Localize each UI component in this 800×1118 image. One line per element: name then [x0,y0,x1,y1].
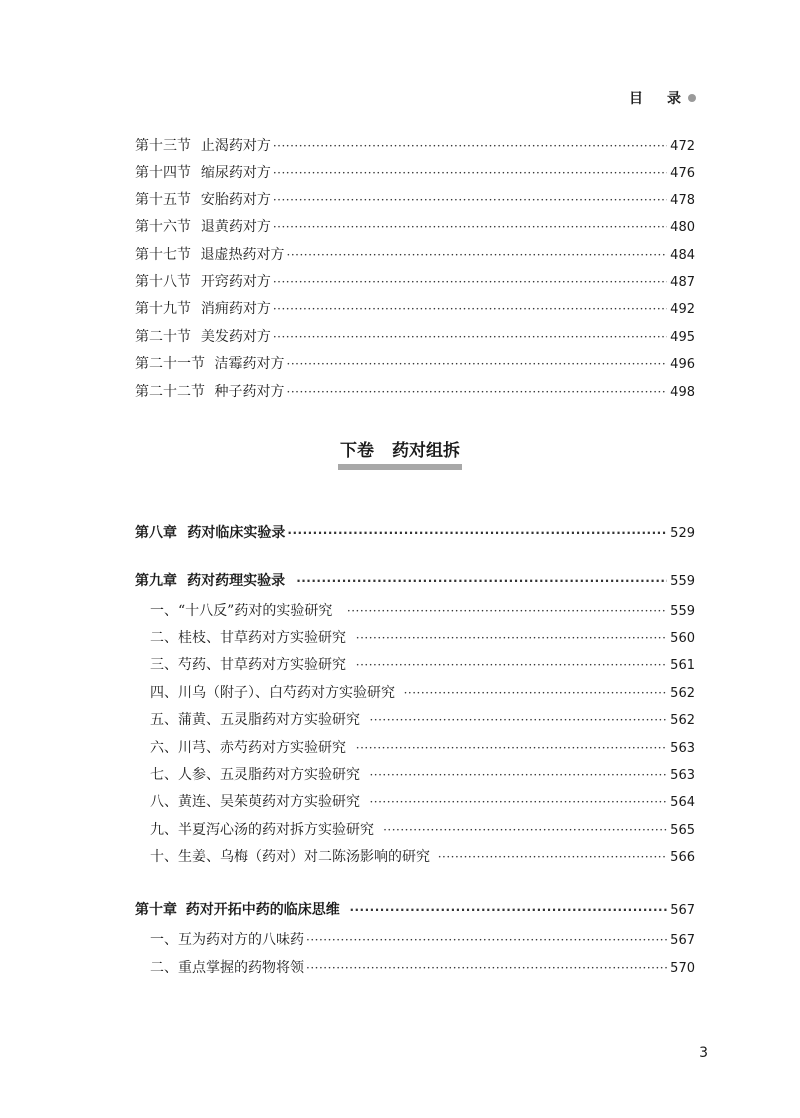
chapter-entry[interactable] [135,899,695,921]
page-ref: 570 [670,961,695,976]
toc-entry[interactable] [135,162,695,184]
volume-name: 下卷 [340,441,374,461]
page-ref: 496 [670,357,695,372]
leader-dots [273,220,667,234]
chapter-title: 药对临床实验录 [187,525,286,541]
section-title: 安胎药对方 [200,192,271,208]
leader-dots [356,631,667,645]
toc-entry[interactable] [135,216,695,238]
leader-dots [287,248,668,262]
section-number: 第二十二节 [135,384,205,400]
toc-entry[interactable] [135,189,695,211]
section-title: 缩尿药对方 [200,165,271,181]
leader-dots [356,658,667,672]
subentry-title: 二、桂枝、甘草药对方实验研究 [150,630,346,646]
page-ref: 472 [670,139,695,154]
section-title: 退虚热药对方 [200,247,285,263]
leader-dots [369,795,667,809]
leader-dots [273,275,667,289]
leader-dots [287,385,668,399]
toc-subentry[interactable] [150,682,695,704]
section-number: 第十六节 [135,219,191,235]
section-number: 第十七节 [135,247,191,263]
toc-subentry[interactable] [150,791,695,813]
page-ref: 562 [670,686,695,701]
leader-dots [287,357,668,371]
page-ref: 487 [670,275,695,290]
toc-subentry[interactable] [150,957,695,979]
subentry-title: 三、芍药、甘草药对方实验研究 [150,657,346,673]
section-title: 止渴药对方 [200,138,271,154]
subentry-title: 二、重点掌握的药物将领 [150,960,304,976]
leader-dots [273,330,667,344]
page-ref: 484 [670,248,695,263]
section-number: 第十四节 [135,165,191,181]
section-title: 开窍药对方 [200,274,271,290]
subentry-title: 十、生姜、乌梅（药对）对二陈汤影响的研究 [150,849,430,865]
leader-dots [306,933,667,947]
header-left: 目 [629,91,645,107]
subentry-title: 九、半夏泻心汤的药对拆方实验研究 [150,822,374,838]
leader-dots [273,139,667,153]
header-right: 录 [667,91,683,107]
section-title: 消痈药对方 [200,301,271,317]
subentry-title: 八、黄连、吴茱萸药对方实验研究 [150,794,360,810]
leader-dots [383,823,667,837]
page-ref: 495 [670,330,695,345]
toc-subentry[interactable] [150,709,695,731]
toc-subentry[interactable] [150,929,695,951]
subentry-title: 五、蒲黄、五灵脂药对方实验研究 [150,712,360,728]
toc-subentry[interactable] [150,764,695,786]
toc-subentry[interactable] [150,654,695,676]
section-title: 退黄药对方 [200,219,271,235]
leader-dots [369,713,667,727]
page-number: 3 [699,1045,708,1061]
subentry-title: 一、互为药对方的八味药 [150,932,304,948]
leader-dots [273,302,667,316]
page-ref: 476 [670,166,695,181]
page-ref: 565 [670,823,695,838]
section-number: 第十九节 [135,301,191,317]
chapter-number: 第十章 [135,902,177,918]
leader-dots [273,166,667,180]
chapter-entry[interactable] [135,570,695,592]
page-ref: 566 [670,850,695,865]
chapter-title: 药对开拓中药的临床思维 [185,902,340,918]
chapter-number: 第九章 [135,573,177,589]
page-ref: 563 [670,768,695,783]
leader-dots [369,768,667,782]
page-ref: 492 [670,302,695,317]
page-ref: 480 [670,220,695,235]
toc-entry[interactable] [135,353,695,375]
page-ref: 559 [670,604,695,619]
chapter-title: 药对药理实验录 [187,573,286,589]
page-ref: 560 [670,631,695,646]
toc-subentry[interactable] [150,819,695,841]
volume-heading [0,436,800,465]
heading-underline [338,464,462,470]
leader-dots [287,526,667,540]
section-title: 洁霉药对方 [214,356,285,372]
page-ref: 567 [670,933,695,948]
section-title: 种子药对方 [214,384,285,400]
toc-subentry[interactable] [150,737,695,759]
toc-entry[interactable] [135,271,695,293]
leader-dots [404,686,668,700]
leader-dots [306,961,667,975]
subentry-title: 七、人参、五灵脂药对方实验研究 [150,767,360,783]
page-ref: 498 [670,385,695,400]
leader-dots [349,903,667,917]
subentry-title: 六、川芎、赤芍药对方实验研究 [150,740,346,756]
page-ref: 478 [670,193,695,208]
leader-dots [273,193,667,207]
toc-entry[interactable] [135,135,695,157]
section-title: 美发药对方 [200,329,271,345]
toc-subentry[interactable] [150,846,695,868]
toc-subentry[interactable] [150,627,695,649]
page-ref: 563 [670,741,695,756]
bullet-dot-icon [688,94,696,102]
section-number: 第十五节 [135,192,191,208]
page-ref: 561 [670,658,695,673]
page-ref: 562 [670,713,695,728]
page-ref: 559 [670,574,695,589]
toc-entry[interactable] [135,244,695,266]
subentry-title: 四、川乌（附子）、白芍药对方实验研究 [150,685,395,701]
toc-entry[interactable] [135,326,695,348]
toc-subentry[interactable] [150,600,695,622]
subentry-title: 一、“十八反”药对的实验研究 [150,603,333,619]
leader-dots [296,574,667,588]
leader-dots [356,741,667,755]
leader-dots [347,604,667,618]
volume-title: 药对组拆 [392,441,460,461]
chapter-entry[interactable] [135,522,695,544]
toc-entry[interactable] [135,381,695,403]
section-number: 第十三节 [135,138,191,154]
section-number: 第二十节 [135,329,191,345]
running-header [629,88,696,108]
page-ref: 564 [670,795,695,810]
leader-dots [438,850,667,864]
page-ref: 529 [670,526,695,541]
section-number: 第二十一节 [135,356,205,372]
page-ref: 567 [670,903,696,918]
toc-entry[interactable] [135,298,695,320]
section-number: 第十八节 [135,274,191,290]
chapter-number: 第八章 [135,525,177,541]
